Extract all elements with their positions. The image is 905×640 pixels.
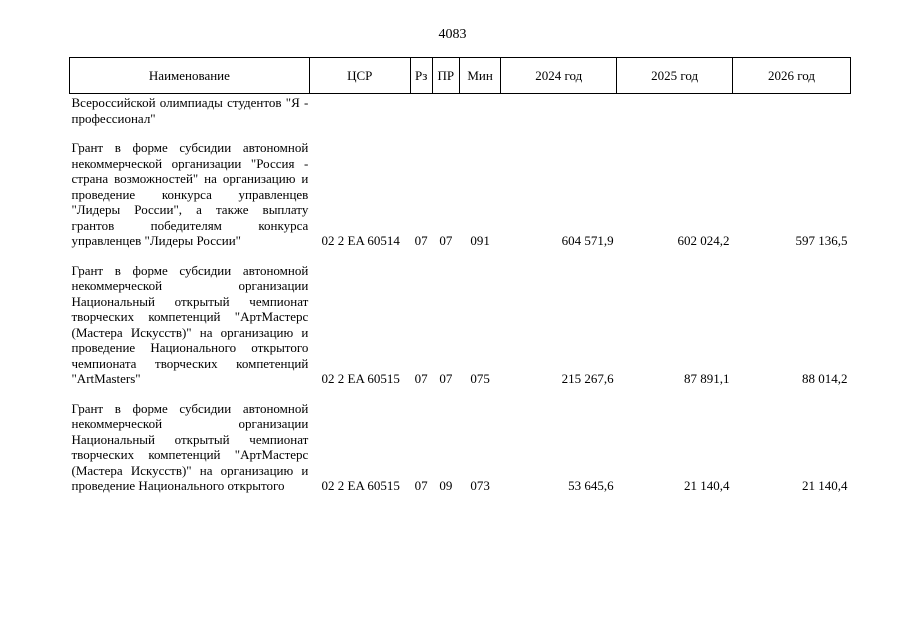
row-2025 bbox=[617, 94, 733, 127]
row-2024: 604 571,9 bbox=[561, 233, 614, 248]
row-2026: 597 136,5 bbox=[795, 233, 848, 248]
column-header-2026: 2026 год bbox=[733, 58, 851, 94]
row-min: 075 bbox=[470, 371, 490, 386]
row-2025: 602 024,2 bbox=[677, 233, 730, 248]
row-min: 073 bbox=[470, 478, 490, 493]
row-2024 bbox=[501, 94, 617, 127]
row-2026: 21 140,4 bbox=[802, 478, 848, 493]
row-rz bbox=[410, 94, 432, 127]
row-min: 091 bbox=[470, 233, 490, 248]
column-header-pr: ПР bbox=[432, 58, 459, 94]
row-2026: 88 014,2 bbox=[802, 371, 848, 386]
table-row bbox=[70, 94, 851, 127]
row-2025: 21 140,4 bbox=[684, 478, 730, 493]
row-csr: 02 2 EA 60514 bbox=[321, 233, 400, 248]
row-name: Грант в форме субсидии автономной некоммерческой организации Национальный открытый чемпионат творческих компетенций "АртМастерс (Мастера Искусств)" на организацию и проведение Национального открытого bbox=[71, 400, 309, 493]
row-2024: 53 645,6 bbox=[568, 478, 614, 493]
row-2024: 215 267,6 bbox=[561, 371, 614, 386]
column-header-csr: ЦСР bbox=[309, 58, 410, 94]
row-pr: 09 bbox=[439, 478, 453, 493]
row-rz: 07 bbox=[414, 371, 428, 386]
budget-table bbox=[69, 57, 851, 494]
row-name: Всероссийской олимпиады студентов "Я - профессионал" bbox=[71, 95, 309, 126]
column-header-2024: 2024 год bbox=[501, 58, 617, 94]
row-rz: 07 bbox=[414, 478, 428, 493]
column-header-min: Мин bbox=[459, 58, 500, 94]
row-pr: 07 bbox=[439, 233, 453, 248]
table-row bbox=[70, 387, 851, 494]
column-header-rz: Рз bbox=[410, 58, 432, 94]
row-rz: 07 bbox=[414, 233, 428, 248]
row-min bbox=[459, 94, 500, 127]
table-row bbox=[70, 126, 851, 249]
page-number: 4083 bbox=[438, 27, 467, 42]
row-2025: 87 891,1 bbox=[684, 371, 730, 386]
column-header-name: Наименование bbox=[70, 58, 310, 94]
table-row bbox=[70, 249, 851, 387]
row-csr: 02 2 EA 60515 bbox=[321, 478, 400, 493]
column-header-2025: 2025 год bbox=[617, 58, 733, 94]
row-2026 bbox=[733, 94, 851, 127]
row-csr: 02 2 EA 60515 bbox=[321, 371, 400, 386]
row-csr bbox=[309, 94, 410, 127]
row-pr bbox=[432, 94, 459, 127]
row-name: Грант в форме субсидии автономной некоммерческой организации "Россия - страна возможностей" на организацию и проведение конкурса управленцев "Лидеры России", а также выплату грантов победителям конкурса управленцев "Лидеры России" bbox=[71, 140, 309, 248]
table-header-row bbox=[70, 58, 851, 94]
row-pr: 07 bbox=[439, 371, 453, 386]
row-name: Грант в форме субсидии автономной некоммерческой организации Национальный открытый чемпионат творческих компетенций "АртМастерс (Мастера Искусств)" на организацию и проведение Национального открытого чемпионата творческих компетенций "ArtMasters" bbox=[71, 262, 309, 386]
